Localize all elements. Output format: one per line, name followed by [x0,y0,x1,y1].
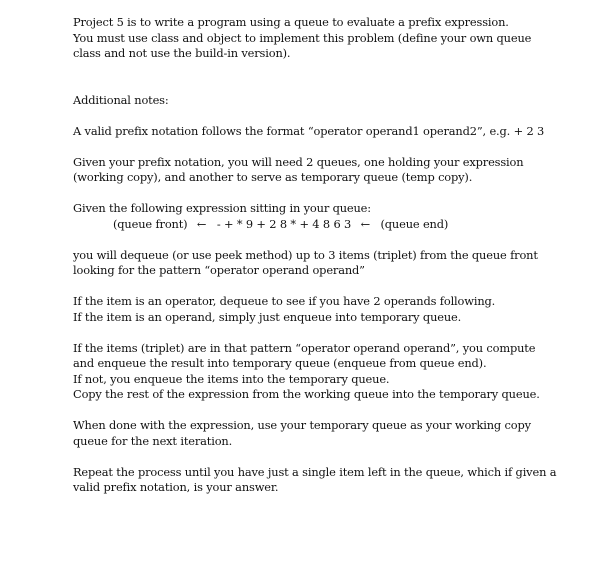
text-line: A valid prefix notation follows the format “operator operand1 operand2”, e.g. + 2 3 [73,123,545,138]
text-line: If the item is an operand, simply just enqueue into temporary queue. [73,309,462,324]
notes-heading-paragraph [73,93,573,109]
example-queue-line [73,217,573,233]
text-line: queue for the next iteration. [73,433,233,448]
text-line: you will dequeue (or use peek method) up to 3 items (triplet) from the queue front [73,247,538,262]
text-line: valid prefix notation, is your answer. [73,480,279,494]
notes-heading: Additional notes: [73,92,169,107]
document-body [73,15,573,511]
example-paragraph [73,201,573,232]
triplet-rules-paragraph [73,341,573,403]
text-line: class and not use the build-in version). [73,46,291,60]
queue-front-label: (queue front) [113,216,188,231]
prefix-expression: - + * 9 + 2 8 * + 4 8 6 3 [216,216,352,231]
text-line: Project 5 is to write a program using a queue to evaluate a prefix expression. [73,15,509,29]
text-line: When done with the expression, use your temporary queue as your working copy [73,418,531,432]
valid-prefix-paragraph [73,124,573,140]
text-line: looking for the pattern “operator operand operand” [73,263,365,277]
left-arrow-icon: ← [196,216,207,231]
text-line: and enqueue the result into temporary queue (enqueue from queue end). [73,356,487,370]
text-line: If not, you enqueue the items into the temporary queue. [73,371,390,386]
text-line: Copy the rest of the expression from the working queue into the temporary queue. [73,387,540,401]
text-line: Repeat the process until you have just a single item left in the queue, which if given a [73,464,557,479]
text-line: You must use class and object to implement this problem (define your own queue [73,30,532,45]
repeat-paragraph [73,465,573,496]
dequeue-paragraph [73,248,573,279]
when-done-paragraph [73,418,573,449]
two-queues-paragraph [73,155,573,186]
text-line: If the items (triplet) are in that pattern “operator operand operand”, you compute [73,340,536,355]
queue-end-label: (queue end) [380,216,449,231]
text-line: (working copy), and another to serve as temporary queue (temp copy). [73,170,473,184]
text-line: Given the following expression sitting in your queue: [73,201,371,215]
text-line: Given your prefix notation, you will need 2 queues, one holding your expression [73,154,524,169]
intro-paragraph [73,15,573,62]
text-line: If the item is an operator, dequeue to see if you have 2 operands following. [73,294,496,308]
left-arrow-icon: ← [360,216,371,231]
item-rules-paragraph [73,294,573,325]
